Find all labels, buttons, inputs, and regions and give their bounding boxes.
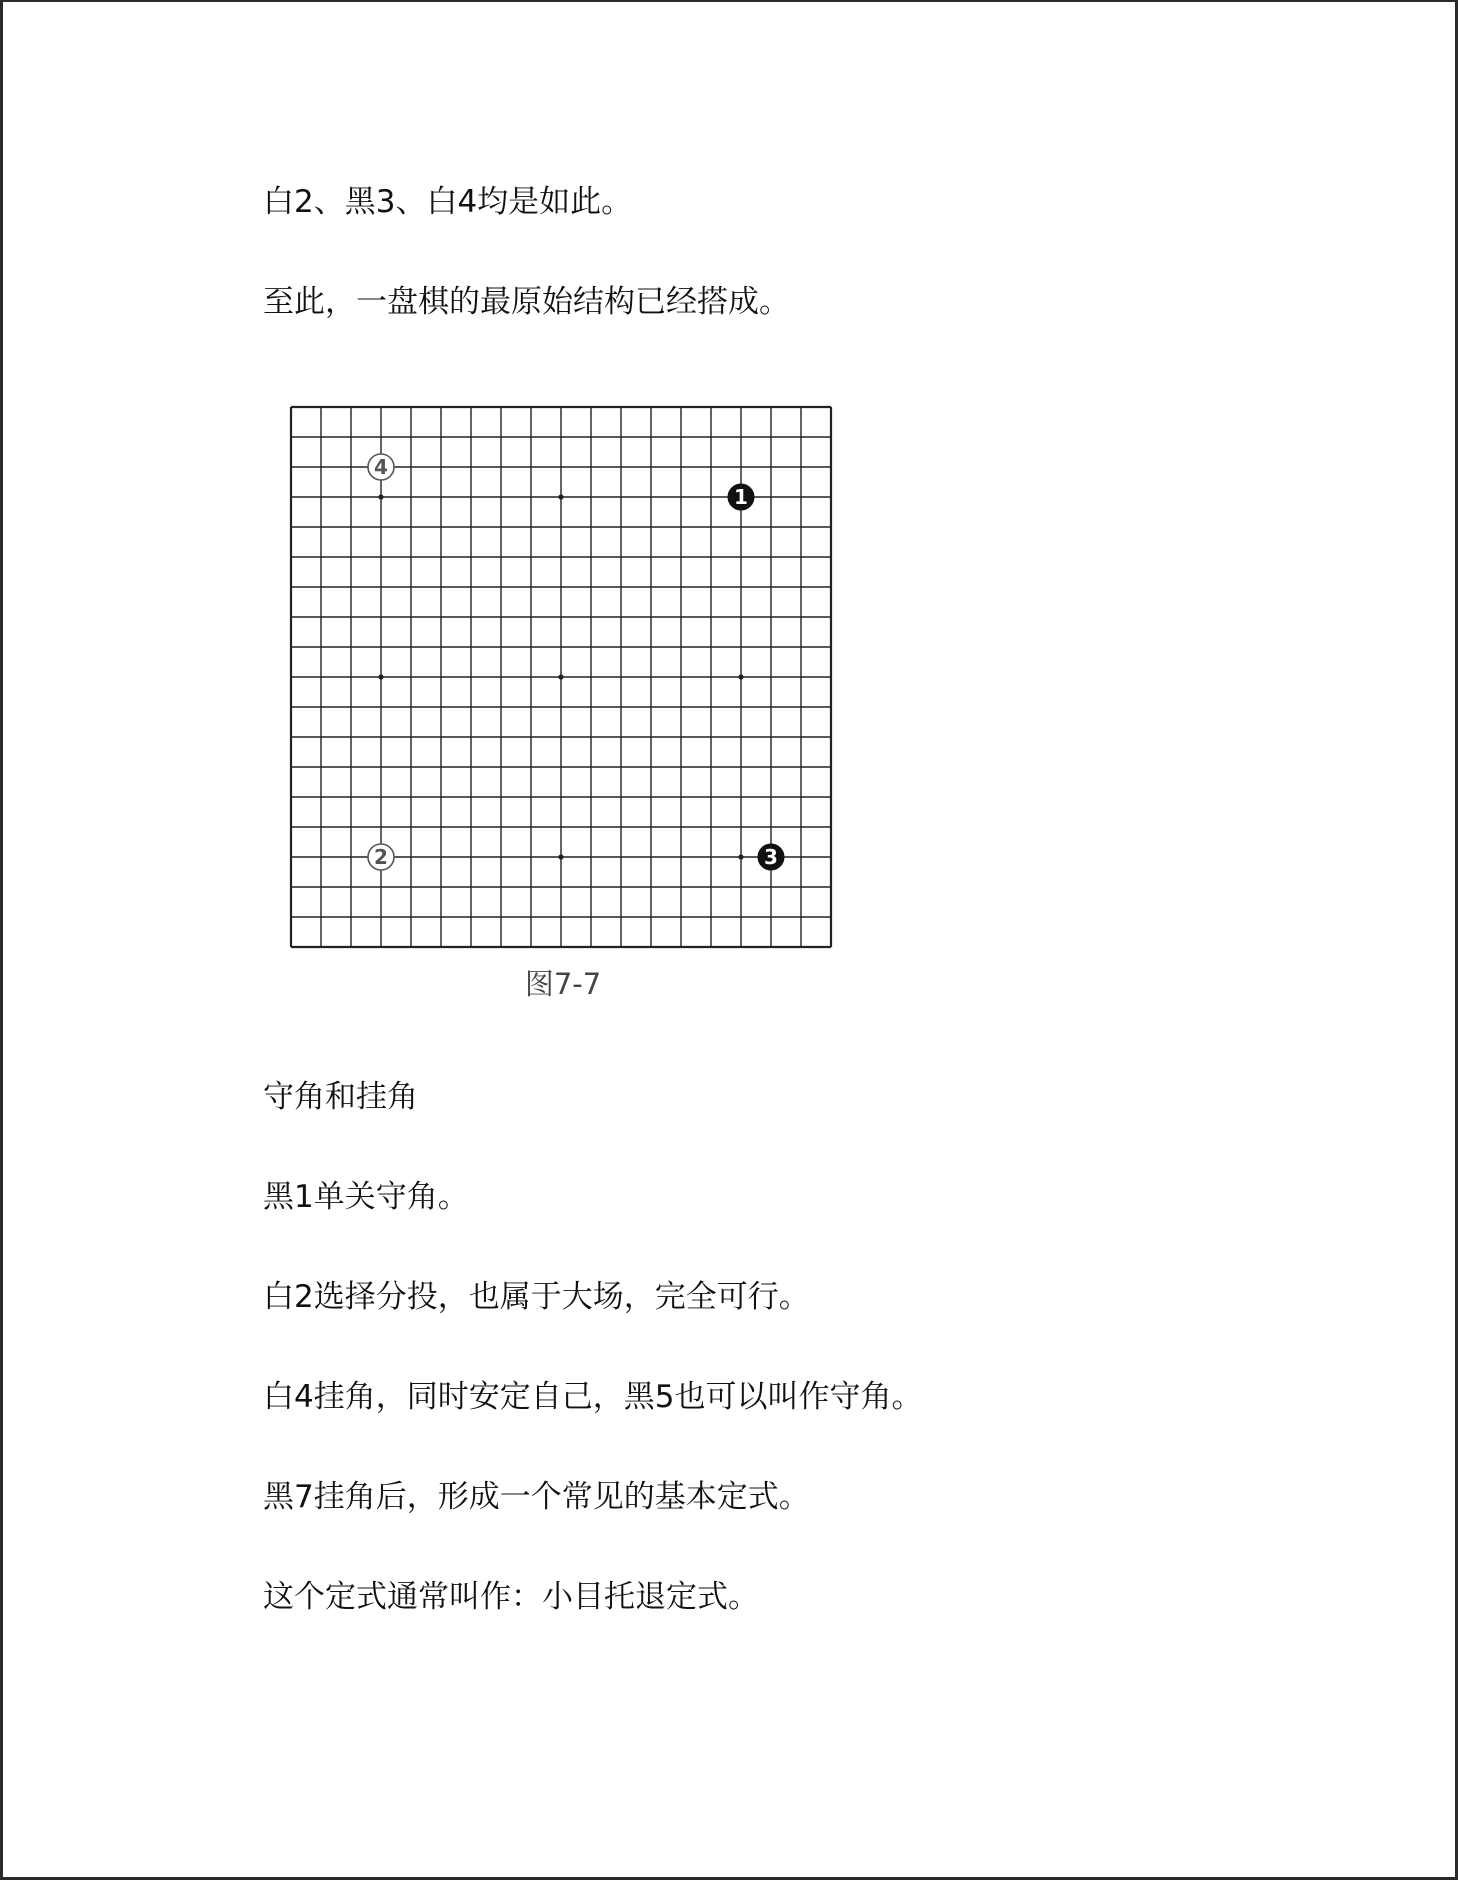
paragraph-2: 至此，一盘棋的最原始结构已经搭成。	[263, 284, 790, 320]
white-stone-2	[368, 844, 394, 870]
section-heading: 守角和挂角	[263, 1079, 418, 1115]
black-stone-1	[728, 484, 754, 510]
go-board-figure	[273, 392, 853, 1012]
stone-label: 2	[374, 845, 388, 869]
white-stone-4	[368, 454, 394, 480]
star-point	[738, 854, 743, 859]
figure-caption: 图7-7	[524, 967, 602, 1001]
paragraph-6: 黑7挂角后，形成一个常见的基本定式。	[263, 1479, 810, 1515]
star-point	[558, 494, 563, 499]
go-board	[273, 392, 853, 952]
star-point	[558, 674, 563, 679]
stone-label: 1	[734, 485, 748, 509]
star-point	[738, 674, 743, 679]
paragraph-3: 黑1单关守角。	[263, 1179, 469, 1215]
paragraph-7: 这个定式通常叫作：小目托退定式。	[263, 1579, 759, 1615]
star-point	[378, 674, 383, 679]
star-point	[558, 854, 563, 859]
paragraph-5: 白4挂角，同时安定自己，黑5也可以叫作守角。	[263, 1379, 923, 1415]
black-stone-3	[758, 844, 784, 870]
stone-label: 4	[374, 455, 388, 479]
paragraph-4: 白2选择分投，也属于大场，完全可行。	[263, 1279, 810, 1315]
star-point	[378, 494, 383, 499]
stone-label: 3	[764, 845, 778, 869]
paragraph-1: 白2、黑3、白4均是如此。	[263, 184, 633, 220]
stones	[368, 454, 784, 870]
